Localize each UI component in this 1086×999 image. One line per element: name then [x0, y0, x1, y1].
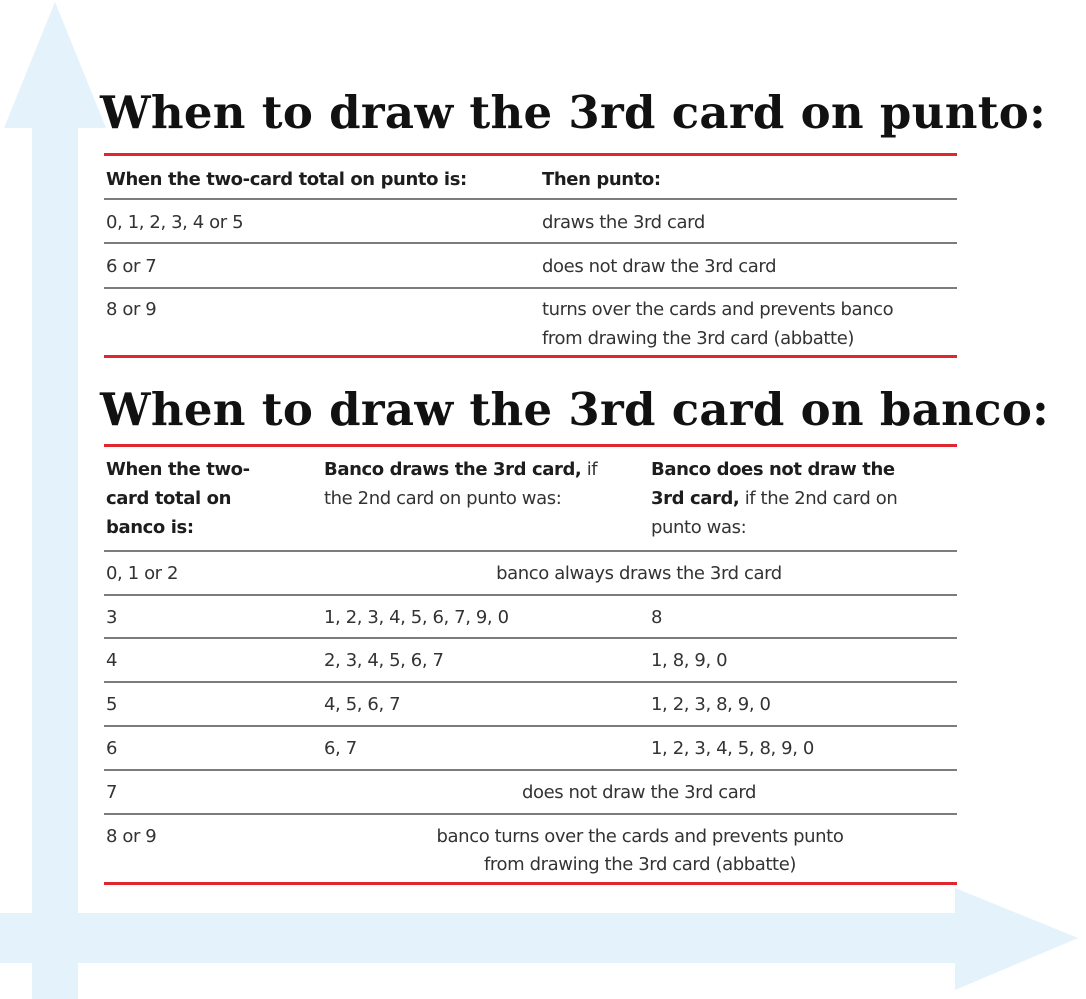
banco-span-cell: does not draw the 3rd card [521, 782, 757, 803]
punto-header-total: When the two-card total on punto is: [106, 169, 467, 190]
divider [104, 813, 957, 815]
banco-bottom-rule [104, 882, 957, 885]
banco-span-cell-line2: from drawing the 3rd card (abbatte) [484, 854, 796, 875]
punto-header-then: Then punto: [542, 169, 661, 190]
punto-total-cell: 8 or 9 [106, 299, 157, 320]
header-line [651, 484, 897, 513]
banco-draws-cell: 6, 7 [324, 738, 357, 759]
banco-span-cell: banco always draws the 3rd card [496, 563, 782, 584]
punto-total-cell: 6 or 7 [106, 256, 157, 277]
header-line: punto was: [651, 517, 747, 538]
banco-total-cell: 0, 1 or 2 [106, 563, 179, 584]
header-line: card total on [106, 488, 231, 509]
banco-not-draw-cell: 1, 8, 9, 0 [651, 650, 728, 671]
banco-not-draw-cell: 8 [651, 607, 663, 628]
banco-not-draw-cell: 1, 2, 3, 8, 9, 0 [651, 694, 771, 715]
divider [104, 769, 957, 771]
header-rest: if [581, 459, 598, 480]
punto-top-rule [104, 153, 957, 156]
banco-heading: When to draw the 3rd card on banco: [100, 383, 1050, 436]
header-line: When the two- [106, 459, 250, 480]
punto-action-cell-line2: from drawing the 3rd card (abbatte) [542, 328, 854, 349]
divider [104, 242, 957, 244]
header-bold: Banco draws the 3rd card, [324, 459, 582, 480]
divider [104, 198, 957, 200]
header-line: the 2nd card on punto was: [324, 488, 562, 509]
banco-total-cell: 4 [106, 650, 118, 671]
divider [104, 594, 957, 596]
banco-draws-cell: 2, 3, 4, 5, 6, 7 [324, 650, 444, 671]
punto-heading: When to draw the 3rd card on punto: [100, 86, 1047, 139]
banco-total-cell: 8 or 9 [106, 826, 157, 847]
vertical-arrow-icon [4, 2, 106, 999]
punto-bottom-rule [104, 355, 957, 358]
punto-action-cell: does not draw the 3rd card [542, 256, 777, 277]
banco-top-rule [104, 444, 957, 447]
banco-total-cell: 3 [106, 607, 118, 628]
punto-action-cell: draws the 3rd card [542, 212, 705, 233]
header-line: banco is: [106, 517, 194, 538]
punto-total-cell: 0, 1, 2, 3, 4 or 5 [106, 212, 244, 233]
banco-draws-cell: 1, 2, 3, 4, 5, 6, 7, 9, 0 [324, 607, 509, 628]
header-bold: 3rd card, [651, 488, 740, 509]
divider [104, 681, 957, 683]
banco-span-cell: banco turns over the cards and prevents punto [436, 826, 844, 847]
divider [104, 550, 957, 552]
header-line [324, 455, 597, 484]
banco-draws-cell: 4, 5, 6, 7 [324, 694, 401, 715]
divider [104, 287, 957, 289]
banco-total-cell: 7 [106, 782, 118, 803]
banco-not-draw-cell: 1, 2, 3, 4, 5, 8, 9, 0 [651, 738, 814, 759]
divider [104, 637, 957, 639]
banco-total-cell: 5 [106, 694, 118, 715]
banco-total-cell: 6 [106, 738, 118, 759]
header-rest: if the 2nd card on [739, 488, 898, 509]
divider [104, 725, 957, 727]
horizontal-arrow-icon [0, 888, 1078, 990]
punto-action-cell: turns over the cards and prevents banco [542, 299, 894, 320]
header-line: Banco does not draw the [651, 459, 895, 480]
